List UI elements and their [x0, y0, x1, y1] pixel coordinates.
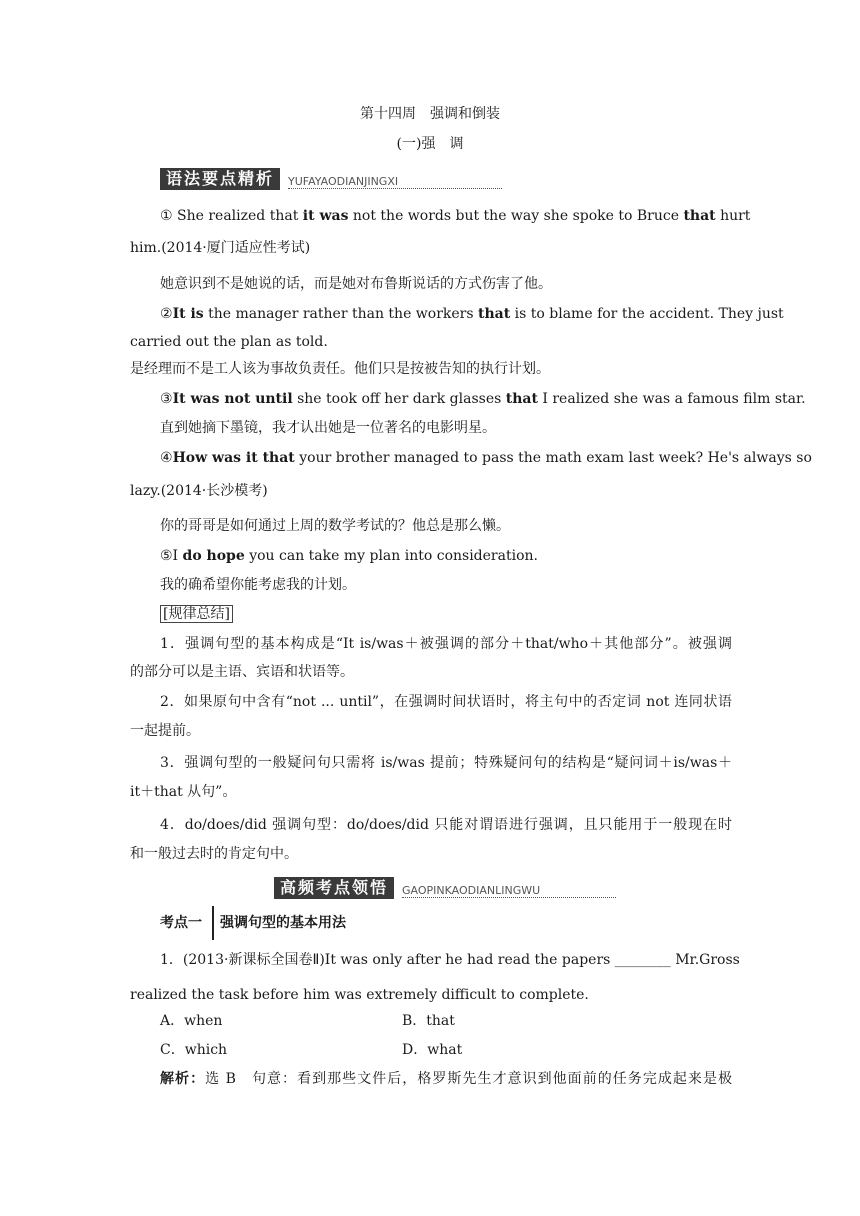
option-b: B．that — [402, 1013, 455, 1029]
dotted-rule — [288, 188, 502, 189]
example-2-translation: 是经理而不是工人该为事故负责任。他们只是按被告知的执行计划。 — [130, 361, 550, 377]
example-4-line-1: ④How was it that your brother managed to pass the math exam last week? He's always so — [160, 450, 812, 466]
page-subtitle: (一)强 调 — [396, 136, 464, 152]
rule-4-line-2: 和一般过去时的肯定句中。 — [130, 846, 298, 862]
section-banner-pinyin: GAOPINKAODIANLINGWU — [402, 884, 541, 897]
rule-2-line-2: 一起提前。 — [130, 723, 200, 739]
example-1-line-2: him.(2014·厦门适应性考试) — [130, 240, 311, 256]
page-title: 第十四周 强调和倒装 — [360, 106, 500, 122]
example-5-line-1: ⑤I do hope you can take my plan into consideration. — [160, 548, 538, 564]
example-3-line-1: ③It was not until she took off her dark glasses that I realized she was a famous film star. — [160, 391, 806, 407]
example-4-line-2: lazy.(2014·长沙模考) — [130, 483, 268, 499]
rule-1-line-1: 1．强调句型的基本构成是“It is/was＋被强调的部分＋that/who＋其他部分”。被强调 — [160, 636, 732, 652]
example-2-line-2: carried out the plan as told. — [130, 334, 328, 350]
heading-divider — [212, 906, 214, 940]
section-banner-label: 高频考点领悟 — [274, 877, 394, 899]
section-banner-label: 语法要点精析 — [160, 168, 280, 190]
section-banner-grammar — [160, 168, 502, 194]
rule-2-line-1: 2．如果原句中含有“not ... until”，在强调时间状语时，将主句中的否定词 not 连同状语 — [160, 694, 732, 710]
rule-1-line-2: 的部分可以是主语、宾语和状语等。 — [130, 664, 354, 680]
example-2-line-1: ②It is the manager rather than the workers that is to blame for the accident. They just — [160, 306, 784, 322]
exam-point-title: 强调句型的基本用法 — [220, 915, 346, 931]
option-d: D．what — [402, 1042, 463, 1058]
question-1-line-2: realized the task before him was extremely difficult to complete. — [130, 987, 589, 1003]
example-1-line-1: ① She realized that it was not the words but the way she spoke to Bruce that hurt — [160, 208, 751, 224]
option-c: C．which — [160, 1042, 228, 1058]
example-1-translation: 她意识到不是她说的话，而是她对布鲁斯说话的方式伤害了他。 — [160, 276, 552, 292]
dotted-rule — [402, 897, 616, 898]
rule-3-line-2: it＋that 从句”。 — [130, 784, 237, 800]
option-a: A．when — [160, 1013, 223, 1029]
section-banner-pinyin: YUFAYAODIANJINGXI — [288, 175, 399, 188]
rule-3-line-1: 3．强调句型的一般疑问句只需将 is/was 提前；特殊疑问句的结构是“疑问词＋is/was＋ — [160, 755, 732, 771]
rule-4-line-1: 4．do/does/did 强调句型：do/does/did 只能对谓语进行强调，且只能用于一般现在时 — [160, 817, 732, 833]
section-banner-exam-points — [274, 877, 616, 903]
analysis-line: 解析：选 B 句意：看到那些文件后，格罗斯先生才意识到他面前的任务完成起来是极 — [160, 1071, 732, 1087]
question-1-line-1: 1．(2013·新课标全国卷Ⅱ)It was only after he had read the papers ________ Mr.Gross — [160, 952, 740, 968]
example-5-translation: 我的确希望你能考虑我的计划。 — [160, 577, 356, 593]
rules-summary-label: [规律总结] — [160, 604, 732, 624]
example-4-translation: 你的哥哥是如何通过上周的数学考试的？他总是那么懒。 — [160, 518, 510, 534]
example-3-translation: 直到她摘下墨镜，我才认出她是一位著名的电影明星。 — [160, 420, 496, 436]
exam-point-label: 考点一 — [160, 915, 202, 931]
